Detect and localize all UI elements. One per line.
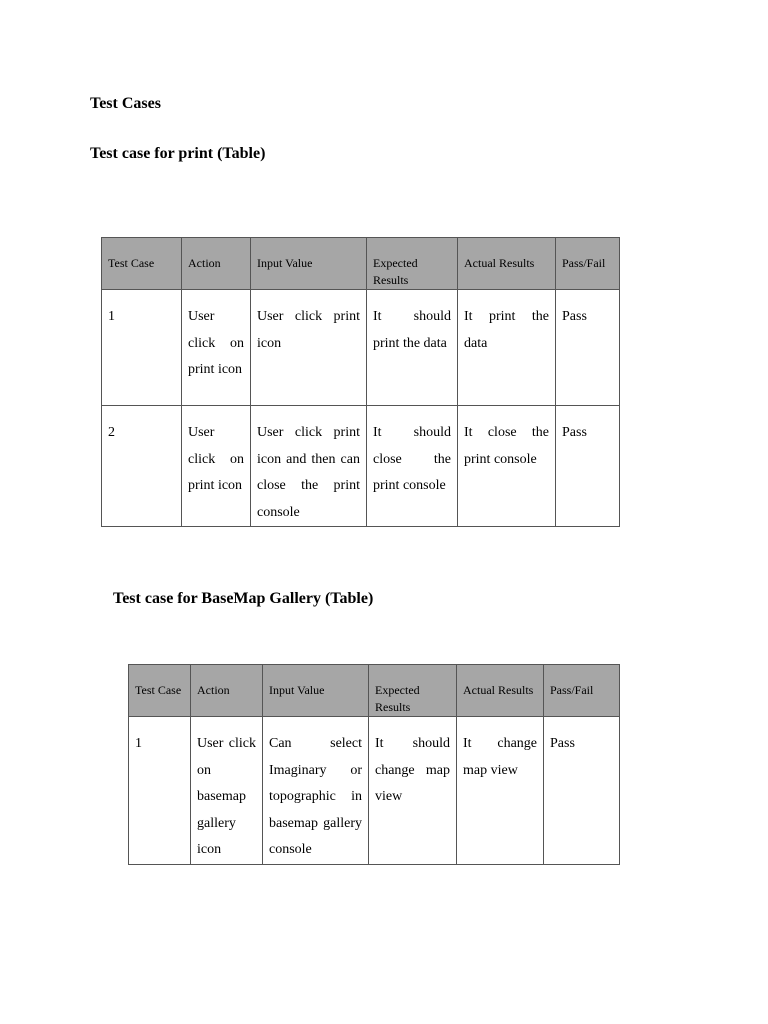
table-row: [102, 406, 620, 527]
column-header-action: Action: [182, 238, 251, 290]
cell-input-value: User click print icon: [251, 290, 367, 406]
table-header-row: [129, 665, 620, 717]
cell-test-case: 2: [102, 406, 182, 527]
cell-action: User click on basemap gallery icon: [191, 717, 263, 865]
table-row: [102, 290, 620, 406]
cell-expected-results: It should close the print console: [367, 406, 458, 527]
column-header-expected-results: Expected Results: [369, 665, 457, 717]
column-header-expected-results: Expected Results: [367, 238, 458, 290]
page-title: Test Cases: [90, 95, 161, 112]
column-header-pass-fail: Pass/Fail: [544, 665, 620, 717]
column-header-test-case: Test Case: [129, 665, 191, 717]
cell-input-value: Can select Imaginary or topographic in basemap gallery console: [263, 717, 369, 865]
cell-expected-results: It should print the data: [367, 290, 458, 406]
print-test-case-table: [101, 237, 620, 527]
cell-test-case: 1: [129, 717, 191, 865]
cell-actual-results: It print the data: [458, 290, 556, 406]
cell-test-case: 1: [102, 290, 182, 406]
cell-pass-fail: Pass: [544, 717, 620, 865]
column-header-actual-results: Actual Results: [458, 238, 556, 290]
cell-action: User click on print icon: [182, 406, 251, 527]
cell-action: User click on print icon: [182, 290, 251, 406]
column-header-action: Action: [191, 665, 263, 717]
column-header-test-case: Test Case: [102, 238, 182, 290]
column-header-actual-results: Actual Results: [457, 665, 544, 717]
cell-actual-results: It close the print console: [458, 406, 556, 527]
cell-actual-results: It change map view: [457, 717, 544, 865]
cell-pass-fail: Pass: [556, 406, 620, 527]
column-header-input-value: Input Value: [251, 238, 367, 290]
column-header-input-value: Input Value: [263, 665, 369, 717]
column-header-pass-fail: Pass/Fail: [556, 238, 620, 290]
cell-pass-fail: Pass: [556, 290, 620, 406]
table-row: [129, 717, 620, 865]
print-table-heading: Test case for print (Table): [90, 145, 266, 162]
basemap-test-case-table: [128, 664, 620, 865]
basemap-table-heading: Test case for BaseMap Gallery (Table): [113, 590, 374, 607]
table-header-row: [102, 238, 620, 290]
cell-expected-results: It should change map view: [369, 717, 457, 865]
cell-input-value: User click print icon and then can close the print console: [251, 406, 367, 527]
